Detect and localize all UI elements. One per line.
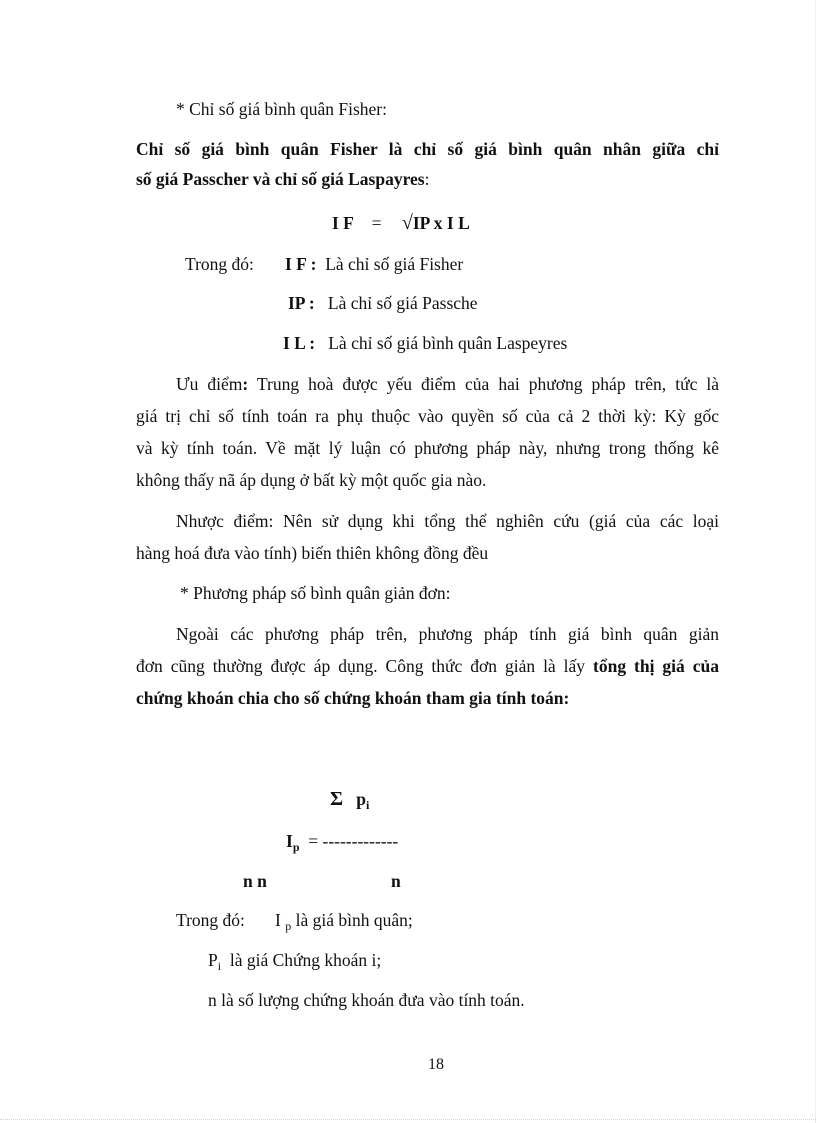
explain-n: n là số lượng chứng khoán đưa vào tính toán.: [208, 990, 525, 1010]
explain-pi: $P_i$ là giá Chứng khoán i;: [208, 950, 382, 973]
advantage-line-4: không thấy nã áp dụng ở bất kỳ một quốc gia nào.: [136, 470, 487, 490]
disadvantage-line-2: hàng hoá đưa vào tính) biến thiên không đồng đều: [136, 543, 489, 563]
where-item-if: I F : Là chỉ số giá Fisher: [285, 254, 464, 274]
advantage-line-3: và kỳ tính toán. Về mặt lý luận có phương pháp này, nhưng trong thống kê: [136, 438, 719, 458]
sigma-pi: Σ $p_i$: [330, 788, 370, 812]
explain-label: Trong đó:: [176, 910, 245, 930]
page-number: 18: [428, 1056, 444, 1073]
simple-line-3: chứng khoán chia cho số chứng khoán tham gia tính toán:: [136, 688, 570, 708]
sigma-symbol: Σ: [330, 788, 344, 810]
disadvantage-line-1: Nhược điểm: Nên sử dụng khi tổng thể nghiên cứu (giá của các loại: [176, 511, 719, 531]
simple-line-2: đơn cũng thường được áp dụng. Công thức đơn giản là lấy tổng thị giá của: [136, 656, 719, 676]
definition-line-1: Chỉ số giá bình quân Fisher là chỉ số giá bình quân nhân giữa chỉ: [136, 139, 719, 159]
fisher-formula: [332, 212, 470, 234]
right-n: n: [391, 871, 401, 891]
definition-line-2: số giá Passcher và chỉ số giá Laspayres:: [136, 169, 430, 189]
sqrt-symbol: √: [401, 212, 413, 234]
fisher-rhs: IP x I L: [412, 213, 470, 233]
advantage-line-2: giá trị chỉ số tính toán ra phụ thuộc vào quyền số của cả 2 thời kỳ: Kỳ gốc: [136, 406, 719, 426]
ip-fraction: $I_p$ = -------------: [286, 831, 399, 854]
page-border-bottom: [0, 1119, 816, 1120]
heading-simple: * Phương pháp số bình quân giản đơn:: [180, 583, 451, 603]
where-item-ip: IP : Là chỉ số giá Passche: [288, 293, 478, 313]
where-item-il: I L : Là chỉ số giá bình quân Laspeyres: [283, 333, 568, 353]
fisher-lhs: I F: [332, 213, 354, 233]
heading-fisher: * Chỉ số giá bình quân Fisher:: [176, 99, 387, 119]
advantage-line-1: Ưu điểm: Trung hoà được yếu điểm của hai phương pháp trên, tức là: [176, 374, 719, 394]
simple-line-1: Ngoài các phương pháp trên, phương pháp tính giá bình quân giản: [176, 624, 719, 644]
fisher-eq: =: [371, 213, 382, 233]
left-n: n n: [243, 871, 267, 891]
explain-ip: I $_p$ là giá bình quân;: [275, 910, 413, 933]
where-label: Trong đó:: [185, 254, 254, 274]
